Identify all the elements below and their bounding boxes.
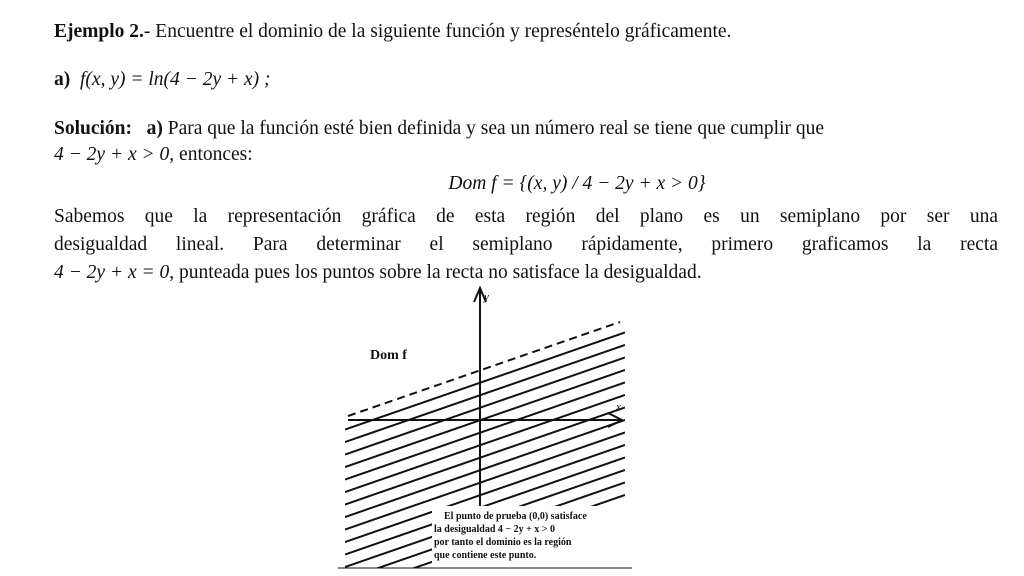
solution-line-2-text: , entonces: bbox=[169, 144, 253, 165]
solution-sub-label: a) bbox=[146, 118, 163, 139]
boundary-dashed-line bbox=[348, 322, 620, 416]
paragraph-line-3 bbox=[54, 261, 998, 285]
hatch-line bbox=[345, 395, 625, 492]
example-heading-text: - Encuentre el dominio de la siguiente función y represéntelo gráficamente. bbox=[143, 21, 732, 42]
note-line-2: la desigualdad 4 − 2y + x > 0 bbox=[434, 524, 556, 535]
note-line-4: que contiene este punto. bbox=[434, 550, 537, 561]
part-a-label: a) bbox=[54, 69, 71, 90]
hatch-line bbox=[345, 383, 625, 480]
example-heading bbox=[54, 20, 998, 44]
paragraph-line-3-text: , punteada pues los puntos sobre la recta no satisface la desigualdad. bbox=[169, 262, 702, 283]
hatch-line bbox=[345, 420, 625, 517]
hatch-line bbox=[345, 408, 625, 505]
hatch-line bbox=[345, 370, 625, 467]
note-line-1: El punto de prueba (0,0) satisface bbox=[444, 511, 587, 522]
region-label: Dom f bbox=[370, 348, 407, 363]
domain-formula bbox=[0, 172, 1024, 196]
paragraph-line-2: desigualdad lineal. Para determinar el semiplano rápidamente, primero graficamos la recta bbox=[54, 234, 998, 255]
domain-graph bbox=[330, 286, 640, 576]
line-equation-math: 4 − 2y + x = 0 bbox=[54, 262, 170, 283]
hatch-line bbox=[345, 358, 625, 455]
inequality-math: 4 − 2y + x > 0 bbox=[54, 144, 170, 165]
solution-line-1-text: Para que la función esté bien definida y sea un número real se tiene que cumplir que bbox=[167, 118, 825, 139]
domain-formula-text: Dom f = {(x, y) / 4 − 2y + x > 0} bbox=[448, 173, 706, 194]
paragraph-line-1: Sabemos que la representación gráfica de esta región del plano es un semiplano por ser una bbox=[54, 206, 998, 227]
x-axis-label: x bbox=[616, 401, 621, 413]
note-line-3: por tanto el dominio es la región bbox=[434, 537, 572, 548]
solution-line-2 bbox=[54, 143, 998, 167]
y-axis-label: y bbox=[484, 291, 489, 303]
example-heading-bold: Ejemplo 2. bbox=[54, 21, 144, 42]
part-a bbox=[54, 68, 998, 92]
hatch-line bbox=[345, 570, 625, 576]
solution-label: Solución: bbox=[54, 118, 133, 139]
solution-line-1 bbox=[54, 117, 998, 141]
part-a-formula: f(x, y) = ln(4 − 2y + x) ; bbox=[80, 69, 271, 90]
